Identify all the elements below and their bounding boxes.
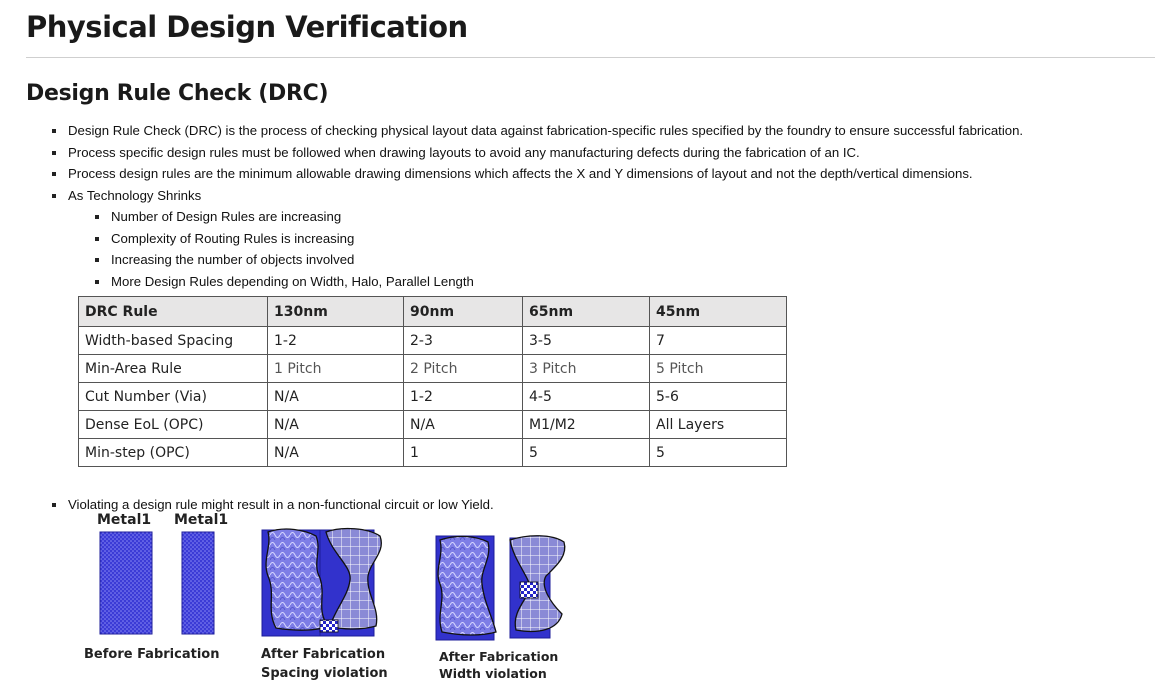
- table-cell: 4-5: [523, 383, 650, 411]
- sub-list-item: More Design Rules depending on Width, Halo, Parallel Length: [91, 271, 1148, 293]
- table-cell: Dense EoL (OPC): [79, 411, 268, 439]
- table-row: [79, 439, 787, 467]
- table-cell: 2 Pitch: [404, 355, 523, 383]
- metal1-label: Metal1: [97, 512, 152, 528]
- table-row: [79, 327, 787, 355]
- list-item-technology-shrinks: [48, 185, 1148, 293]
- table-cell: 1 Pitch: [268, 355, 404, 383]
- table-cell: N/A: [404, 411, 523, 439]
- list-item: Process design rules are the minimum allowable drawing dimensions which affects the X and Y dimensions of layout and not the depth/vertical dimensions.: [48, 163, 1148, 185]
- column-header: 45nm: [650, 297, 787, 327]
- column-header: 130nm: [268, 297, 404, 327]
- table-cell: 3-5: [523, 327, 650, 355]
- table-cell: N/A: [268, 439, 404, 467]
- table-cell: 1-2: [268, 327, 404, 355]
- list-item: Violating a design rule might result in a non-functional circuit or low Yield.: [48, 494, 494, 515]
- sub-bullet-list: [91, 206, 1148, 292]
- metal1-line-right: [182, 532, 214, 634]
- sub-list-item: Increasing the number of objects involved: [91, 249, 1148, 271]
- table-cell: Width-based Spacing: [79, 327, 268, 355]
- table-header-row: [79, 297, 787, 327]
- table-row: [79, 411, 787, 439]
- title-divider: [26, 57, 1155, 58]
- table-cell: 2-3: [404, 327, 523, 355]
- table-cell: 1-2: [404, 383, 523, 411]
- sub-list-item: Number of Design Rules are increasing: [91, 206, 1148, 228]
- width-violation-neck: [520, 582, 538, 598]
- table-cell: 5: [523, 439, 650, 467]
- table-cell: 5: [650, 439, 787, 467]
- list-item: Design Rule Check (DRC) is the process of checking physical layout data against fabrication-specific rules specified by the foundry to ensure successful fabrication.: [48, 120, 1148, 142]
- section-title: Design Rule Check (DRC): [26, 81, 329, 106]
- spacing-violation-bridge: [320, 620, 338, 632]
- drc-violation-figure: [80, 510, 600, 686]
- table-row: [79, 355, 787, 383]
- table-cell: 5-6: [650, 383, 787, 411]
- table-cell: N/A: [268, 411, 404, 439]
- caption-after-fabrication: After Fabrication: [261, 647, 386, 662]
- table-cell: Min-Area Rule: [79, 355, 268, 383]
- caption-width-violation: Width violation: [439, 666, 547, 681]
- table-cell: 7: [650, 327, 787, 355]
- caption-after-fabrication: After Fabrication: [439, 649, 559, 664]
- bullet-list: [48, 120, 1148, 292]
- column-header: 90nm: [404, 297, 523, 327]
- table-cell: 3 Pitch: [523, 355, 650, 383]
- table-cell: M1/M2: [523, 411, 650, 439]
- caption-spacing-violation: Spacing violation: [261, 666, 388, 681]
- caption-before-fabrication: Before Fabrication: [84, 647, 220, 662]
- sub-list-item: Complexity of Routing Rules is increasing: [91, 228, 1148, 250]
- table-cell: 1: [404, 439, 523, 467]
- table-cell: N/A: [268, 383, 404, 411]
- table-row: [79, 383, 787, 411]
- list-item-label: As Technology Shrinks: [68, 187, 202, 203]
- column-header: DRC Rule: [79, 297, 268, 327]
- table-cell: 5 Pitch: [650, 355, 787, 383]
- table-cell: Cut Number (Via): [79, 383, 268, 411]
- page-title: Physical Design Verification: [26, 10, 468, 44]
- table-cell: All Layers: [650, 411, 787, 439]
- metal1-label: Metal1: [174, 512, 229, 528]
- drc-rules-table: [78, 296, 787, 467]
- list-item: Process specific design rules must be followed when drawing layouts to avoid any manufacturing defects during the fabrication of an IC.: [48, 142, 1148, 164]
- metal1-line-left: [100, 532, 152, 634]
- column-header: 65nm: [523, 297, 650, 327]
- table-cell: Min-step (OPC): [79, 439, 268, 467]
